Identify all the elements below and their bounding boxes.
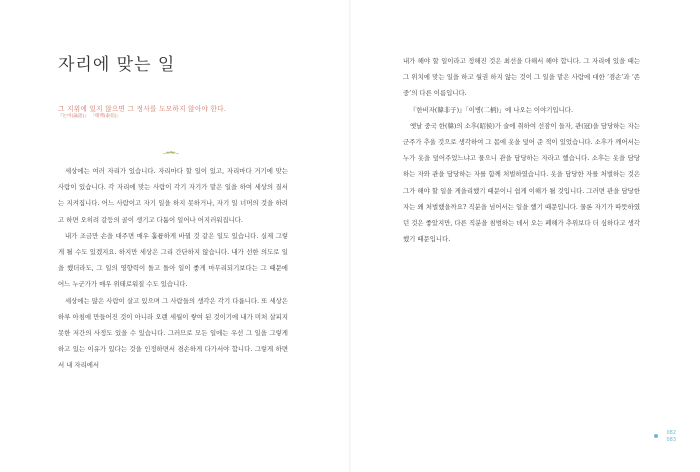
leaf-ornament-icon xyxy=(162,149,180,157)
left-body-text xyxy=(58,163,288,374)
chapter-title: 자리에 맞는 일 xyxy=(58,55,176,75)
right-page xyxy=(350,0,700,472)
epigraph-quote: 그 지위에 있지 않으면 그 정사를 도모하지 않아야 한다. xyxy=(58,105,227,113)
paragraph: 세상에는 많은 사람이 살고 있으며 그 사람들의 생각은 각기 다릅니다. 또 세상은 하루 아침에 만들어진 것이 아니라 오랜 세월이 쌓여 된 것이기에 내가 미처 살피지 못한 저간의 사정도 있을 수 있습니다. 그러므로 모든 일에는 우선 그 일을 그렇게 하고 있는 이유가 있다는 것을 인정하면서 겸손하게 다가서야 합니다. 그렇게 하면서 내 자리에서 xyxy=(58,296,288,370)
epigraph-source: 『논어(論語)』 「태백(泰伯)」 xyxy=(58,114,122,119)
paragraph: 세상에는 여러 자리가 있습니다. 자리마다 할 일이 있고, 자리마다 거기에 맞는 사람이 있습니다. 각 자리에 맞는 사람이 각기 자기가 맡은 일을 하여 세상의 질서는 지켜집니다. 어느 사람이고 자기 일을 하지 못하거나, 자기 일 너머의 것을 하려고 하면 오히려 갈등의 골이 생기고 다툼이 일어나 어지러워집니다. xyxy=(58,167,288,224)
right-body-text xyxy=(403,53,640,247)
right-page-number: 083 xyxy=(666,437,676,443)
page-numbers xyxy=(666,430,676,444)
page-marker-dot-icon xyxy=(654,434,658,438)
paragraph: 『한비자(韓非子)』「이병(二柄)」에 나오는 이야기입니다. xyxy=(410,105,573,114)
paragraph: 내가 조금만 손을 대주면 매우 훌륭하게 바뀔 것 같은 일도 있습니다. 실제 그렇게 될 수도 있겠지요. 하지만 세상은 그리 간단하지 않습니다. 내가 선한 의도로 일을 했더라도, 그 일의 영향력이 돌고 돌아 일이 좋게 마무리되기보다는 그 때문에 어느 누군가가 매우 위태로워질 수도 있습니다. xyxy=(58,231,288,289)
paragraph: 옛날 중국 한(韓)의 소후(昭侯)가 술에 취하여 선잠이 들자, 관(冠)을 담당하는 자는 군주가 추울 것으로 생각하여 그 몸에 옷을 덮어 준 적이 있었습니다. 소후가 깨어서는 누가 옷을 덮어주었느냐고 물으니 관을 담당하는 자라고 했습니다. 소후는 옷을 담당하는 자와 관을 담당하는 자를 함께 처벌하였습니다. 옷을 담당한 자를 처벌하는 것은 그가 해야 할 일을 게을리했기 때문이니 쉽게 이해가 될 것입니다. 그러면 관을 담당한 자는 왜 처벌했을까요? 직분을 넘어서는 일을 했기 때문입니다. 물론 자기가 따뜻하였던 것은 좋았지만, 다른 직분을 침범하는 데서 오는 폐해가 추위보다 더 심하다고 생각했기 때문입니다. xyxy=(403,121,640,244)
paragraph: 내가 해야 할 일이라고 정해진 것은 최선을 다해서 해야 합니다. 그 자리에 있을 때는 그 위치에 맞는 일을 하고 월권 하지 않는 것이 그 일을 맡은 사람에 대한 ‘겸손’과 ‘존중’의 다른 이름입니다. xyxy=(403,57,640,98)
left-page-number: 082 xyxy=(666,430,676,436)
